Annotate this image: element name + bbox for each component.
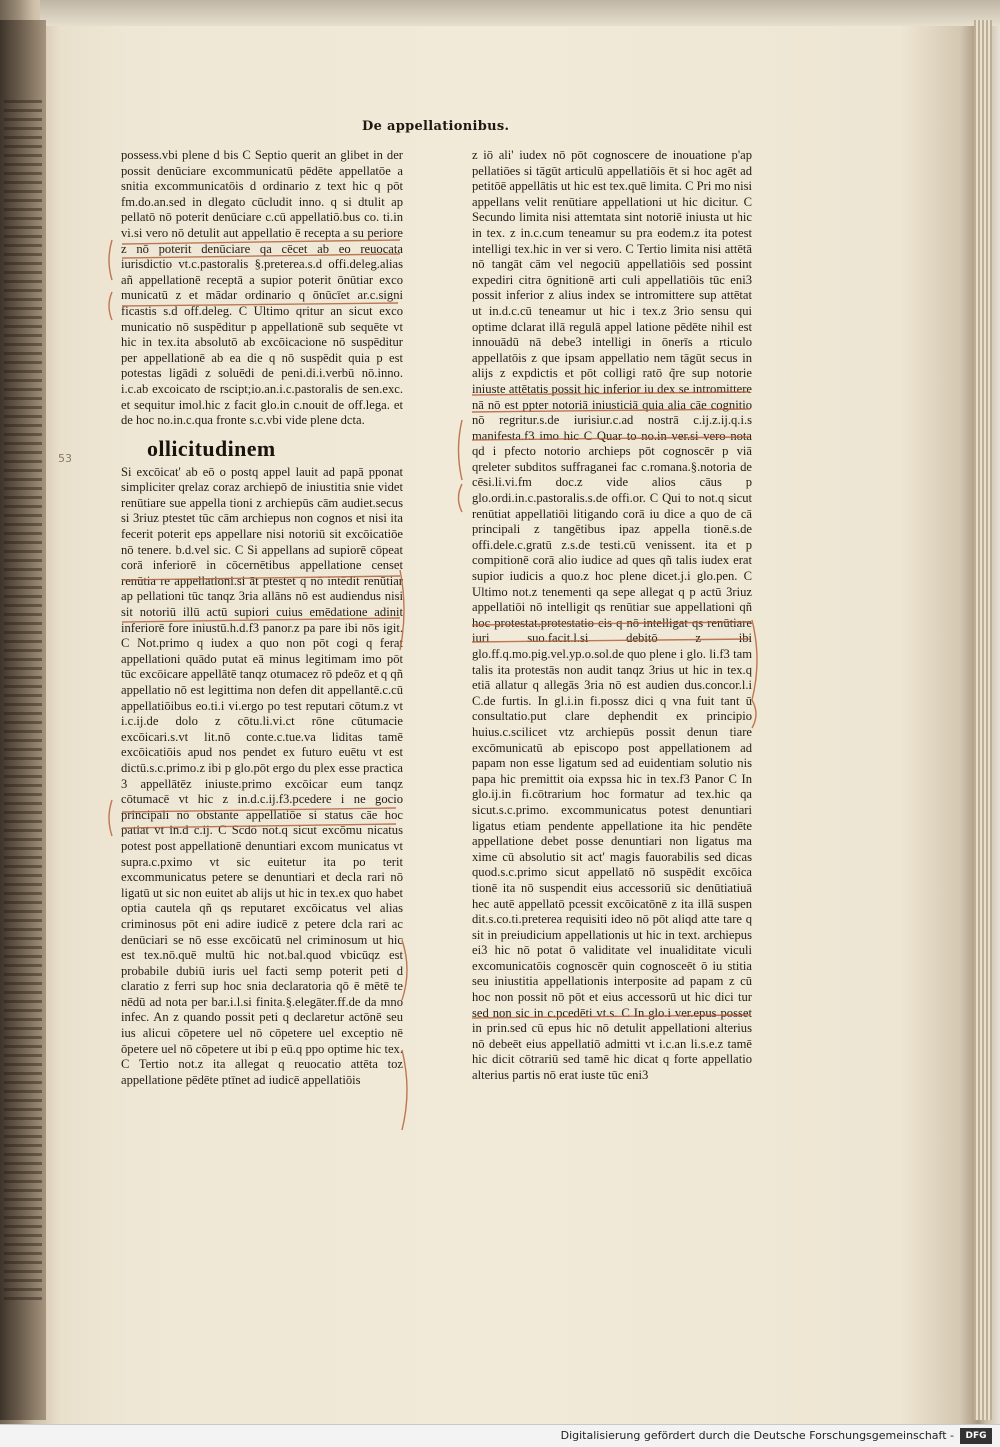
digitization-footer bbox=[0, 1424, 1000, 1447]
rubric-heading: ollicitudinem bbox=[147, 435, 276, 461]
left-text-column bbox=[121, 148, 403, 1136]
bracket-mark bbox=[109, 292, 112, 320]
facing-page-edge bbox=[0, 20, 46, 1420]
top-shadow bbox=[40, 0, 1000, 26]
page-stack-edge bbox=[974, 20, 992, 1420]
bracket-mark bbox=[109, 800, 112, 836]
right-text-column bbox=[472, 148, 752, 1148]
left-column-top-text: possess.vbi plene d bis C Septio querit an glibet in der possit denūciare excommunicatū pēdēte appellatōe a snitia excommunicatōis d ordinario z text hic q pōt fm.do.an.sed in dlegato cūcludit inno. q si dtulit ap pellatō nō poterit denūciare c.cū appellatiō.bus co. ti.in vi.si vero nō detulit aut appellatio ē recepta a su periore z nō poterit denūciare qa cēcet ab eo reuocata iurisdictio vt.c.pastoralis §.preterea.s.d offi.deleg.alias añ appellationē receptā a supior poterit ōnūtiar exco municatū z et mādar ordinario q ōnūcīet ar.c.signi ficastis s.d off.deleg. C Ultimo qritur an sicut exco municatio nō suspēditur p appellationē sub sequēte vt hic in tex.ita absolutō ab excōicacione nō suspēditur per appellationē ab ea die q nō suspēdit quia p est potestas ligādi z soluēdi de peni.di.i.verbū nō.inno. i.c.ab excoicato de rscipt;io.an.i.c.pastoralis de sen.exc. et sequitur imol.hic z facit glo.in c.nouit de off.lega. et de hoc no.in.c.qua fronte s.c.vbi vide plene dcta. bbox=[121, 148, 403, 428]
bracket-mark bbox=[459, 484, 463, 512]
footer-credit-text: Digitalisierung gefördert durch die Deutsche Forschungsgemeinschaft - bbox=[560, 1429, 954, 1442]
bracket-mark bbox=[752, 620, 757, 700]
bracket-mark bbox=[752, 700, 756, 728]
running-head: De appellationibus. bbox=[362, 119, 510, 134]
facing-page-text bbox=[4, 100, 42, 1300]
dfg-logo: DFG bbox=[960, 1428, 992, 1444]
right-column-text: z iō ali' iudex nō pōt cognoscere de inouatione p'ap pellatiōes si tāgūt articulū appellatiōis ēt si hoc agēt ad petitōē appellātis ut hic est tex.quē limita. C Pri mo nisi appellans velit renūtiare appellationi ut hic dicitur. C Secundo limita nisi attemtata sint notoriē iniusta ut hic in tex. z in.c.cum teneamur su pra eodem.z ita potest intelligi tex.hic in ver si vero. C Tertio limita nisi attētā nō tangāt cām vel negociū appellatiōis sed possint expediri citra ōgnitionē arti culi appellatiōis tūc eni3 possit inferior z alius index se intromittere sup attētat ut in.d.c.cū teneamur ut hic i tex.z 3rio sensu qui optime dclarat illā regulā appel latione pēdēte nihil est innouādū nā debe3 intelligi in ōnerīs a rticulo appellatōis z que ipsam appellatio nem tāgūt secus in alijs z expdictis et pōt colligi ratō q̃re sup notorie iniuste attētatis possit hic inferior iu dex se intromittere nā nō est ppter notoriā iniusticiā quia alia cāe cognitio nō regritur.s.de iurisiur.c.ad nostrā c.ij.z.ij.q.i.s manifesta.f3 imo hic C Quar to no.in ver.si vero nota qd i pfecto notorio archieps pōt cognoscēr p viā qreleter subditos suffraganei fac c.romana.§.notoria de cēsi.li.vi.fm doc.z vide alios cāus p glo.ordi.in.c.pastoralis.s.de offi.or. C Qui to not.q sicut renūtiat appellatiōi litigando corā iu dice a quo de cā principali z tangētibus ipaz appella tionē.s.de offi.dele.c.gratū z.s.de testi.cū venissent. ita et p compitionē corā alio iudice ad ques qñ talis iudex erat supior iudicis a quo.z hoc plene dicet.j.i glo.pen. C Ultimo not.z tenementi qa sepe allegat q p actū 3riuz appellatiōi nō intelligit qs renūtiar sue appellationi qñ hoc protestat.protestatio cis q nō intelligat qs renūtiare iuri suo.facit.l.si debitō z ibi glo.ff.q.mo.pig.vel.yp.o.sol.de quo plene i glo. li.f3 tam talis ita protestās non audit tanqz 3rius ut hic in tex.q etiā allatur q allegās 3ria nō est audien dus.concor.l.i C.de furtis. In gl.i.in fi.possz dici q vna fuit tant ū consultatio.put clare dephendit ex principio huius.c.scilicet vtz archiepūs possit denun tiare excōmunicatū ab episcopo post appellationem ad papam non esse ligatum sed ad euidentiam solutio nis papa hic premittit oia expssa hic in tex.f3 Panor C In glo.ij.in fi.cōtrarium hoc formatur ad tex.hic qa sicut.s.c.primo. excommunicatus potest denuntiari ligatus etiam pendente appellatione ita hic pendēte appellatione debet posse denuntiari non ligatus ma xime cū absolutio sit act' magis fauorabilis sed dicas quod.s.c.primo sicut appellatō nō suspēdit excōica tionē ita nō suspendit eius accessoriū sic denūtiatiuā hec autē appellatō pcessit excōicatōnē z ita illā suspen dit.s.co.ti.preterea requisiti ideo nō pōt aliqd atte tare q sit in preiudicium appellationis ut hic in text. archiepus ei3 hic nō potat ō validitate vel inualiditate viculi excomunicatōis cognoscēr quin cognosceēt ō iu stitia seu iniustitia appellationis interposite ad papam z cū hoc non possit nō pōt et eius accessorū ut hic dici tur sed non sic in c.pcedēti vt.s. C In glo.i ver.epus posset in prin.sed cū epus hic nō detulit appellationi alterius nō debeēt eius appellatiō admitti vt i.c.an li.s.e.z tamē hic dicit cōtrariū sed tamē hic dicat q forte appellatio alterius partis nō erat iuste tūc eni3 bbox=[472, 148, 752, 1083]
bracket-mark bbox=[109, 240, 112, 280]
margin-folio-mark: 53 bbox=[58, 452, 72, 465]
left-column-bottom-text: Si excōicat' ab eō o postq appel lauit ad papā pponat simpliciter qrelaz coraz archiepō de iniustitia snie videt renūtiare sue appella tioni z archiepūs cām audiet.secus si 3riuz ptestet tūc cām archiepus non cognos et nisi ita fecerit poterit eps appellare nisi notoriū sit excōicatiōe nō tenere. b.d.vel sic. C Si appellans ad supiorē cōpeat corā inferiorē in cōcernētibus appellatione censet renūtia re appellationi.si āt ptestet q nō intēdit renūtiar ap pellationi tūc tanqz 3ria allāns nō est audiendus nisi sit notoriū illū actū supiori cuius emēdatione adinit inferiorē fore iniustū.h.d.f3 panor.z pa pare ibi nōs igit. C Not.primo q iudex a quo non pōt cogi q ferat appellationi quādo putat eā minus legitimam imo pōt tūc excōicare appellātē tanqz otumacez rō pdeōz et q qñ appellatio nō est legittima non defen dit appellantē.c.cū appellatiōibus eo.ti.i vi.ergo po test reputari cōtum.z vt i.c.ij.de dolo z cōtu.li.vi.ct rōne cūtumacie excōicari.s.vt lit.nō conte.c.tue.va liditas tamē excōicatiōis apud nos pendet ex futuro euētu vt est dictū.s.c.primo.z ibi p glo.pōt ergo du plex esse practica 3 appellātēz iniuste.primo excōicar eum tanqz cōtumacē vt hic z in.d.c.ij.f3.pcedere i ne gocio principali nō obstante appellatiōe si status cāe hoc patiat vt in.d c.ij. C Scdō not.q sicut excōmu nicatus potest post appellationē denuntiari excom municatus vt supra.c.pximo vt sic euitetur ita po terit excommunicatus petere se denuntiari et decla rari nō ligatū ut sic non euitet ab alijs ut hic in tex.ex quo habet optia cautela qñ qs reputaret excōicatus vel alias criminosus pōt eni adire iudicē z petere dcla rari ac denūciari se nō esse excōicatū nel criminosum ut hic est tex.nō.quē multū hic not.bal.quod vbicūqz est probabile dubiū iuris uel facti semp poterit peti d claratio z ferri sup hoc snia declaratoria qō ē mētē te nēdū ad nota per bar.i.l.si finita.§.elegāter.ff.de da mno infec. An z quando possit peti q declaretur actōnē seu ius alicui cōpetere uel nō cōpetere uel exceptio nē ōpetere uel nō cōpetere ut ibi p eū.q ppo optime hic tex. C Tertio not.z ita allegat q reuocatio attēta toz appellatione pēdēte ptīnet ad iudicē appellatiōis bbox=[121, 464, 403, 1087]
bracket-mark bbox=[459, 420, 463, 480]
